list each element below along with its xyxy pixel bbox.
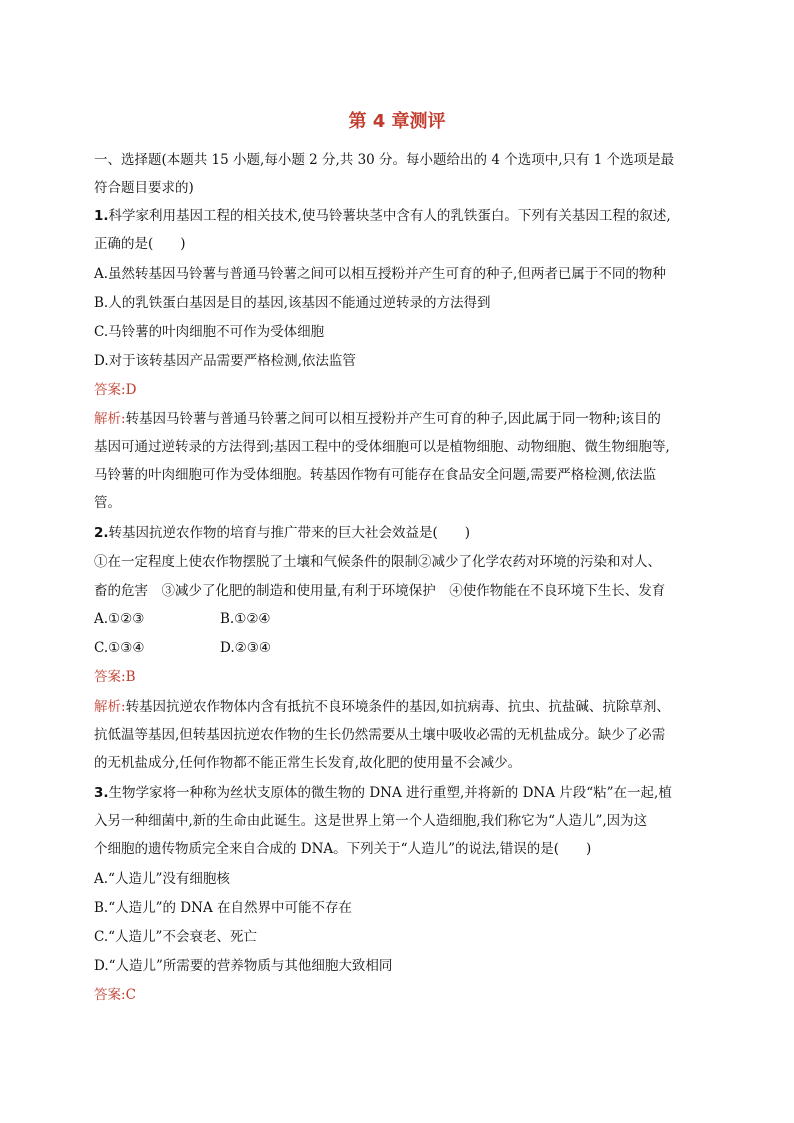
analysis-text: 转基因抗逆农作物体内含有抵抗不良环境条件的基因,如抗病毒、抗虫、抗盐碱、抗除草剂、 — [125, 699, 670, 715]
question-1-analysis-line1 — [94, 409, 720, 429]
question-2-option-b: B.①②④ — [220, 611, 271, 627]
answer-label: 答案: — [94, 382, 126, 398]
question-1-option-a: A.虽然转基因马铃薯与普通马铃薯之间可以相互授粉并产生可育的种子,但两者已属于不同的物种 — [94, 266, 666, 282]
question-1-option-b: B.人的乳铁蛋白基因是目的基因,该基因不能通过逆转录的方法得到 — [94, 295, 491, 311]
question-1-analysis-line4: 管。 — [94, 495, 121, 511]
analysis-text: 转基因马铃薯与普通马铃薯之间可以相互授粉并产生可育的种子,因此属于同一物种;该目的 — [125, 411, 661, 427]
question-3-option-c: C.“人造儿”不会衰老、死亡 — [94, 929, 257, 945]
question-2-option-a: A.①②③ — [94, 611, 145, 627]
question-3-option-b: B.“人造儿”的 DNA 在自然界中可能不存在 — [94, 900, 352, 916]
question-1-analysis-line3: 马铃薯的叶肉细胞可作为受体细胞。转基因作物有可能存在食品安全问题,需要严格检测,依法监 — [94, 467, 657, 483]
analysis-label: 解析: — [94, 699, 126, 715]
question-1-answer — [94, 380, 720, 400]
question-1-option-c: C.马铃薯的叶肉细胞不可作为受体细胞 — [94, 324, 325, 340]
question-3-answer — [94, 985, 720, 1005]
question-1-analysis-line2: 基因可通过逆转录的方法得到;基因工程中的受体细胞可以是植物细胞、动物细胞、微生物细胞等, — [94, 439, 670, 455]
question-number: 2. — [94, 525, 109, 541]
question-stem-text: 生物学家将一种称为丝状支原体的微生物的 DNA 进行重塑,并将新的 DNA 片段“粘”在一起,植 — [108, 785, 672, 801]
question-2-analysis-line3: 的无机盐成分,任何作物都不能正常生长发育,故化肥的使用量不会减少。 — [94, 755, 522, 771]
question-stem-text: 科学家利用基因工程的相关技术,使马铃薯块茎中含有人的乳铁蛋白。下列有关基因工程的叙述, — [108, 208, 671, 224]
question-3-option-a: A.“人造儿”没有细胞核 — [94, 871, 230, 887]
question-3-stem-line3: 个细胞的遗传物质完全来自合成的 DNA。下列关于“人造儿”的说法,错误的是( ) — [94, 841, 592, 857]
page-title: 第 4 章测评 — [348, 111, 446, 132]
answer-label: 答案: — [94, 987, 126, 1003]
answer-value: B — [125, 669, 136, 685]
answer-value: D — [125, 382, 137, 398]
question-1-stem-line2: 正确的是( ) — [94, 236, 186, 252]
question-number: 3. — [94, 785, 109, 801]
answer-value: C — [125, 987, 136, 1003]
question-3-option-d: D.“人造儿”所需要的营养物质与其他细胞大致相同 — [94, 958, 393, 974]
question-2-items-line1: ①在一定程度上使农作物摆脱了土壤和气候条件的限制②减少了化学农药对环境的污染和对人、 — [94, 554, 661, 570]
question-number: 1. — [94, 208, 109, 224]
answer-label: 答案: — [94, 669, 126, 685]
question-2-option-c: C.①③④ — [94, 640, 145, 656]
question-2-items-line2: 畜的危害 ③减少了化肥的制造和使用量,有利于环境保护 ④使作物能在不良环境下生长、发育 — [94, 583, 666, 599]
section-heading-line1: 一、选择题(本题共 15 小题,每小题 2 分,共 30 分。每小题给出的 4 个选项中,只有 1 个选项是最 — [94, 152, 675, 168]
question-1-stem-line1 — [94, 206, 720, 226]
question-2-stem-line1 — [94, 523, 720, 543]
question-2-option-d: D.②③④ — [220, 640, 271, 656]
question-2-options-row2 — [94, 638, 720, 658]
question-3-stem-line2: 入另一种细菌中,新的生命由此诞生。这是世界上第一个人造细胞,我们称它为“人造儿”,因为这 — [94, 813, 648, 829]
question-2-answer — [94, 667, 720, 687]
question-2-analysis-line2: 抗低温等基因,但转基因抗逆农作物的生长仍然需要从土壤中吸收必需的无机盐成分。缺少了必需 — [94, 727, 666, 743]
question-1-option-d: D.对于该转基因产品需要严格检测,依法监管 — [94, 353, 356, 369]
question-2-options-row1 — [94, 609, 720, 629]
question-2-analysis-line1 — [94, 697, 720, 717]
question-stem-text: 转基因抗逆农作物的培育与推广带来的巨大社会效益是( ) — [108, 525, 471, 541]
analysis-label: 解析: — [94, 411, 126, 427]
section-heading-line2: 符合题目要求的) — [94, 180, 194, 196]
question-3-stem-line1 — [94, 783, 720, 803]
